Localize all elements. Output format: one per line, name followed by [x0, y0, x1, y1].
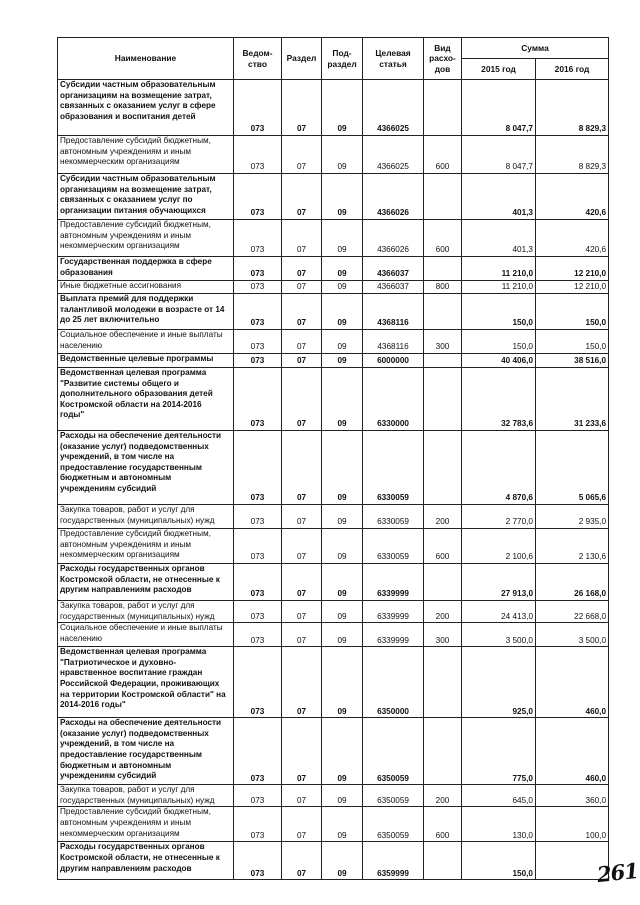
- row-subsection: 09: [322, 354, 363, 368]
- row-section: 07: [282, 281, 322, 294]
- row-dept: 073: [234, 647, 282, 718]
- row-name: Ведомственная целевая программа "Развитие системы общего и дополнительного образования детей Костромской области на 2014-2016 годы": [58, 368, 234, 431]
- row-sum-2016: 150,0: [536, 294, 609, 330]
- row-name: Расходы государственных органов Костромской области, не отнесенные к другим направлениям расходов: [58, 564, 234, 601]
- row-kind: 600: [424, 220, 462, 257]
- row-sum-2016: 100,0: [536, 807, 609, 842]
- row-name: Предоставление субсидий бюджетным, автономным учреждениям и иным некоммерческим организациям: [58, 136, 234, 174]
- table-row: [58, 529, 609, 564]
- row-target: 6350059: [363, 718, 424, 785]
- row-subsection: 09: [322, 281, 363, 294]
- row-kind: 300: [424, 330, 462, 354]
- row-dept: 073: [234, 529, 282, 564]
- row-sum-2015: 150,0: [462, 294, 536, 330]
- row-section: 07: [282, 294, 322, 330]
- table-row: [58, 505, 609, 529]
- row-sum-2016: 420,6: [536, 220, 609, 257]
- table-row: [58, 257, 609, 281]
- row-sum-2015: 40 406,0: [462, 354, 536, 368]
- table-row: [58, 220, 609, 257]
- row-sum-2015: 2 770,0: [462, 505, 536, 529]
- table-row: [58, 368, 609, 431]
- row-section: 07: [282, 601, 322, 623]
- row-subsection: 09: [322, 623, 363, 647]
- row-subsection: 09: [322, 257, 363, 281]
- table-row: [58, 785, 609, 807]
- row-name: Предоставление субсидий бюджетным, автономным учреждениям и иным некоммерческим организациям: [58, 529, 234, 564]
- row-dept: 073: [234, 136, 282, 174]
- row-sum-2016: 8 829,3: [536, 136, 609, 174]
- row-section: 07: [282, 220, 322, 257]
- row-target: 6339999: [363, 623, 424, 647]
- row-dept: 073: [234, 431, 282, 505]
- row-name: Предоставление субсидий бюджетным, автономным учреждениям и иным некоммерческим организациям: [58, 220, 234, 257]
- row-dept: 073: [234, 601, 282, 623]
- row-name: Расходы на обеспечение деятельности (оказание услуг) подведомственных учреждений, в том числе на предоставление государственным бюджетным и автономным учреждениям субсидий: [58, 718, 234, 785]
- row-name: Закупка товаров, работ и услуг для государственных (муниципальных) нужд: [58, 601, 234, 623]
- row-name: Социальное обеспечение и иные выплаты населению: [58, 623, 234, 647]
- row-name: Расходы государственных органов Костромской области, не отнесенные к другим направлениям расходов: [58, 842, 234, 880]
- row-sum-2016: 12 210,0: [536, 281, 609, 294]
- row-name: Расходы на обеспечение деятельности (оказание услуг) подведомственных учреждений, в том числе на предоставление государственным бюджетным и автономным учреждениям субсидий: [58, 431, 234, 505]
- row-section: 07: [282, 257, 322, 281]
- header-2015: 2015 год: [462, 59, 536, 80]
- row-name: Ведомственная целевая программа "Патриотическое и духовно- нравственное воспитание граждан Российской Федерации, проживающих на территории Костромской области" на 2014-2016 годы": [58, 647, 234, 718]
- row-subsection: 09: [322, 529, 363, 564]
- table-row: [58, 623, 609, 647]
- row-kind: [424, 718, 462, 785]
- row-dept: 073: [234, 294, 282, 330]
- row-kind: 300: [424, 623, 462, 647]
- row-target: 6339999: [363, 564, 424, 601]
- row-section: 07: [282, 718, 322, 785]
- header-subsection: Под- раздел: [322, 38, 363, 80]
- row-sum-2016: 150,0: [536, 330, 609, 354]
- row-sum-2016: 12 210,0: [536, 257, 609, 281]
- header-section: Раздел: [282, 38, 322, 80]
- row-name: Субсидии частным образовательным организациям на возмещение затрат, связанных с оказанием услуг по организации питания обучающихся: [58, 174, 234, 220]
- row-dept: 073: [234, 623, 282, 647]
- row-dept: 073: [234, 174, 282, 220]
- row-sum-2015: 27 913,0: [462, 564, 536, 601]
- row-kind: [424, 368, 462, 431]
- table-row: [58, 807, 609, 842]
- row-dept: 073: [234, 220, 282, 257]
- row-sum-2016: 360,0: [536, 785, 609, 807]
- table-row: [58, 564, 609, 601]
- row-sum-2015: 150,0: [462, 330, 536, 354]
- table-row: [58, 647, 609, 718]
- row-kind: [424, 257, 462, 281]
- row-sum-2015: 11 210,0: [462, 281, 536, 294]
- row-section: 07: [282, 564, 322, 601]
- row-sum-2015: 401,3: [462, 220, 536, 257]
- row-dept: 073: [234, 80, 282, 136]
- row-dept: 073: [234, 330, 282, 354]
- row-section: 07: [282, 354, 322, 368]
- row-kind: 600: [424, 807, 462, 842]
- row-sum-2015: 11 210,0: [462, 257, 536, 281]
- row-sum-2015: 130,0: [462, 807, 536, 842]
- row-subsection: 09: [322, 431, 363, 505]
- row-target: 6350059: [363, 807, 424, 842]
- table-row: [58, 136, 609, 174]
- row-section: 07: [282, 807, 322, 842]
- row-dept: 073: [234, 842, 282, 880]
- row-name: Закупка товаров, работ и услуг для государственных (муниципальных) нужд: [58, 785, 234, 807]
- row-target: 6330059: [363, 431, 424, 505]
- row-name: Выплата премий для поддержки талантливой молодежи в возрасте от 14 до 25 лет включительно: [58, 294, 234, 330]
- table-row: [58, 174, 609, 220]
- row-sum-2015: 645,0: [462, 785, 536, 807]
- row-subsection: 09: [322, 785, 363, 807]
- table-row: [58, 330, 609, 354]
- row-target: 6000000: [363, 354, 424, 368]
- row-target: 6330000: [363, 368, 424, 431]
- table-row: [58, 294, 609, 330]
- row-dept: 073: [234, 807, 282, 842]
- row-target: 6350059: [363, 785, 424, 807]
- row-sum-2016: 460,0: [536, 718, 609, 785]
- row-kind: [424, 174, 462, 220]
- row-sum-2015: 3 500,0: [462, 623, 536, 647]
- row-kind: [424, 647, 462, 718]
- row-dept: 073: [234, 505, 282, 529]
- row-sum-2016: 2 935,0: [536, 505, 609, 529]
- row-subsection: 09: [322, 505, 363, 529]
- row-sum-2015: 150,0: [462, 842, 536, 880]
- row-target: 6350000: [363, 647, 424, 718]
- row-target: 4368116: [363, 330, 424, 354]
- row-sum-2016: 8 829,3: [536, 80, 609, 136]
- row-section: 07: [282, 785, 322, 807]
- row-dept: 073: [234, 564, 282, 601]
- header-dept: Ведом- ство: [234, 38, 282, 80]
- row-section: 07: [282, 529, 322, 564]
- row-sum-2016: 31 233,6: [536, 368, 609, 431]
- row-sum-2016: 22 668,0: [536, 601, 609, 623]
- row-target: 4366025: [363, 136, 424, 174]
- row-sum-2016: 38 516,0: [536, 354, 609, 368]
- row-target: 6330059: [363, 505, 424, 529]
- row-section: 07: [282, 842, 322, 880]
- table-row: [58, 354, 609, 368]
- row-name: Иные бюджетные ассигнования: [58, 281, 234, 294]
- row-name: Предоставление субсидий бюджетным, автономным учреждениям и иным некоммерческим организациям: [58, 807, 234, 842]
- row-subsection: 09: [322, 294, 363, 330]
- row-dept: 073: [234, 257, 282, 281]
- header-2016: 2016 год: [536, 59, 609, 80]
- row-kind: [424, 354, 462, 368]
- table-row: [58, 718, 609, 785]
- row-dept: 073: [234, 354, 282, 368]
- budget-table: [57, 37, 609, 880]
- table-row: [58, 281, 609, 294]
- header-target: Целевая статья: [363, 38, 424, 80]
- header-kind: Вид расхо- дов: [424, 38, 462, 80]
- row-sum-2016: 2 130,6: [536, 529, 609, 564]
- row-kind: 800: [424, 281, 462, 294]
- row-sum-2015: 8 047,7: [462, 136, 536, 174]
- row-dept: 073: [234, 368, 282, 431]
- row-subsection: 09: [322, 136, 363, 174]
- row-section: 07: [282, 431, 322, 505]
- row-section: 07: [282, 80, 322, 136]
- row-subsection: 09: [322, 220, 363, 257]
- table-row: [58, 431, 609, 505]
- row-target: 4366037: [363, 281, 424, 294]
- header-name: Наименование: [58, 38, 234, 80]
- row-subsection: 09: [322, 80, 363, 136]
- row-sum-2015: 24 413,0: [462, 601, 536, 623]
- table-row: [58, 601, 609, 623]
- row-sum-2016: 460,0: [536, 647, 609, 718]
- row-section: 07: [282, 368, 322, 431]
- row-dept: 073: [234, 281, 282, 294]
- row-section: 07: [282, 647, 322, 718]
- row-dept: 073: [234, 718, 282, 785]
- row-subsection: 09: [322, 330, 363, 354]
- row-kind: [424, 842, 462, 880]
- row-kind: [424, 564, 462, 601]
- row-name: Субсидии частным образовательным организациям на возмещение затрат, связанных с оказанием услуг в сфере образования и воспитания детей: [58, 80, 234, 136]
- row-section: 07: [282, 623, 322, 647]
- row-target: 6330059: [363, 529, 424, 564]
- row-sum-2015: 32 783,6: [462, 368, 536, 431]
- row-name: Закупка товаров, работ и услуг для государственных (муниципальных) нужд: [58, 505, 234, 529]
- page-number: 261: [595, 857, 640, 888]
- table-row: [58, 80, 609, 136]
- row-kind: 600: [424, 136, 462, 174]
- row-name: Ведомственные целевые программы: [58, 354, 234, 368]
- row-kind: 200: [424, 601, 462, 623]
- row-subsection: 09: [322, 718, 363, 785]
- row-sum-2015: 4 870,6: [462, 431, 536, 505]
- row-kind: 200: [424, 785, 462, 807]
- row-sum-2015: 8 047,7: [462, 80, 536, 136]
- row-sum-2016: 26 168,0: [536, 564, 609, 601]
- row-subsection: 09: [322, 647, 363, 718]
- row-target: 4366037: [363, 257, 424, 281]
- row-target: 4366026: [363, 174, 424, 220]
- row-kind: [424, 80, 462, 136]
- row-kind: [424, 294, 462, 330]
- header-sum: Сумма: [462, 38, 609, 59]
- row-name: Социальное обеспечение и иные выплаты населению: [58, 330, 234, 354]
- row-sum-2015: 775,0: [462, 718, 536, 785]
- row-name: Государственная поддержка в сфере образования: [58, 257, 234, 281]
- row-subsection: 09: [322, 564, 363, 601]
- row-kind: [424, 431, 462, 505]
- row-dept: 073: [234, 785, 282, 807]
- row-subsection: 09: [322, 842, 363, 880]
- table-row: [58, 842, 609, 880]
- row-sum-2016: 420,6: [536, 174, 609, 220]
- row-subsection: 09: [322, 368, 363, 431]
- row-target: 6359999: [363, 842, 424, 880]
- row-section: 07: [282, 174, 322, 220]
- row-kind: 600: [424, 529, 462, 564]
- row-target: 6339999: [363, 601, 424, 623]
- row-target: 4366026: [363, 220, 424, 257]
- row-sum-2015: 401,3: [462, 174, 536, 220]
- row-subsection: 09: [322, 174, 363, 220]
- row-sum-2016: 3 500,0: [536, 623, 609, 647]
- row-target: 4366025: [363, 80, 424, 136]
- row-sum-2016: 5 065,6: [536, 431, 609, 505]
- row-section: 07: [282, 330, 322, 354]
- row-sum-2015: 925,0: [462, 647, 536, 718]
- row-section: 07: [282, 505, 322, 529]
- row-subsection: 09: [322, 807, 363, 842]
- row-section: 07: [282, 136, 322, 174]
- row-subsection: 09: [322, 601, 363, 623]
- row-sum-2015: 2 100,6: [462, 529, 536, 564]
- row-kind: 200: [424, 505, 462, 529]
- row-target: 4368116: [363, 294, 424, 330]
